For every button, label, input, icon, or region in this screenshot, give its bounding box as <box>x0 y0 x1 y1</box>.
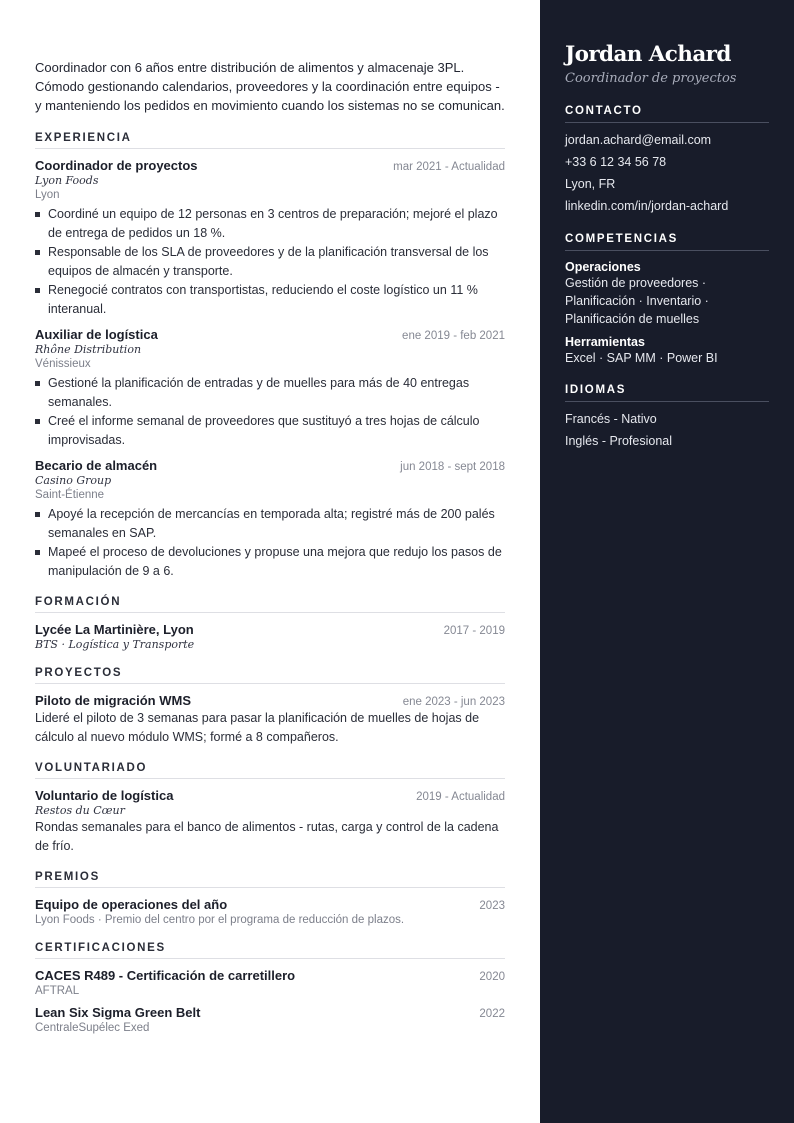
education-entry <box>35 622 505 651</box>
company: Rhône Distribution <box>35 343 142 356</box>
skill-group <box>565 335 769 367</box>
job-title: Becario de almacén <box>35 458 158 473</box>
skill-group-title: Herramientas <box>565 335 645 349</box>
experience-section <box>35 132 505 580</box>
certification-name: Lean Six Sigma Green Belt <box>35 1005 201 1020</box>
skill-group-items: Gestión de proveedores · Planificación · Inventario · Planificación de muelles <box>565 276 709 326</box>
bullet-list <box>35 505 505 580</box>
award-description: Lyon Foods · Premio del centro por el programa de reducción de plazos. <box>35 914 405 926</box>
bullet-marker <box>35 381 40 386</box>
bullet-marker <box>35 419 40 424</box>
awards-section <box>35 871 505 926</box>
volunteer-section <box>35 762 505 855</box>
projects-section <box>35 667 505 746</box>
bullet-item: Apoyé la recepción de mercancías en temporada alta; registré más de 200 palés semanales en SAP. <box>35 505 505 542</box>
bullet-marker <box>35 212 40 217</box>
section-title-certifications: CERTIFICACIONES <box>35 942 505 959</box>
job-dates: mar 2021 - Actualidad <box>393 161 505 173</box>
section-title-education: FORMACIÓN <box>35 596 505 613</box>
bullet-list <box>35 374 505 449</box>
certification-name: CACES R489 - Certificación de carretillero <box>35 968 296 983</box>
section-title-languages: IDIOMAS <box>565 384 769 402</box>
candidate-name: Jordan Achard <box>565 42 731 67</box>
section-title-awards: PREMIOS <box>35 871 505 888</box>
contact-email[interactable]: jordan.achard@email.com <box>565 133 712 147</box>
job-title: Auxiliar de logística <box>35 327 158 342</box>
bullet-marker <box>35 512 40 517</box>
skill-group-items: Excel · SAP MM · Power BI <box>565 351 718 365</box>
volunteer-description: Rondas semanales para el banco de alimentos - rutas, carga y control de la cadena de frío. <box>35 820 499 853</box>
award-year: 2023 <box>479 900 505 912</box>
job-location: Saint-Étienne <box>35 489 105 501</box>
project-description: Lideré el piloto de 3 semanas para pasar la planificación de muelles de hojas de cálculo al nuevo módulo WMS; formé a 8 compañeros. <box>35 711 480 744</box>
bullet-item: Responsable de los SLA de proveedores y de la planificación transversal de los equipos de almacén y transporte. <box>35 243 505 280</box>
certification-year: 2020 <box>479 971 505 983</box>
languages-section <box>565 384 769 452</box>
candidate-role: Coordinador de proyectos <box>565 71 737 86</box>
bullet-item: Coordiné un equipo de 12 personas en 3 centros de preparación; mejoré el plazo de entrega de pedidos un 18 %. <box>35 205 505 242</box>
section-title-volunteer: VOLUNTARIADO <box>35 762 505 779</box>
skills-section <box>565 233 769 367</box>
project-entry <box>35 693 505 746</box>
certifications-section <box>35 942 505 1034</box>
bullet-item: Renegocié contratos con transportistas, reduciendo el coste logístico un 11 % interanual. <box>35 281 505 318</box>
award-entry <box>35 897 505 926</box>
job-title: Coordinador de proyectos <box>35 158 198 173</box>
bullet-item: Creé el informe semanal de proveedores que sustituyó a tres hojas de cálculo improvisadas. <box>35 412 505 449</box>
education-dates: 2017 - 2019 <box>443 625 505 637</box>
project-dates: ene 2023 - jun 2023 <box>402 696 505 708</box>
language-item: Inglés - Profesional <box>565 434 673 448</box>
school-name: Lycée La Martinière, Lyon <box>35 622 194 637</box>
bullet-item: Mapeé el proceso de devoluciones y propuse una mejora que redujo los pasos de manipulación de 9 a 6. <box>35 543 505 580</box>
experience-entry <box>35 458 505 580</box>
company: Lyon Foods <box>35 174 99 187</box>
certification-issuer: AFTRAL <box>35 985 80 997</box>
experience-entry <box>35 158 505 318</box>
certification-year: 2022 <box>479 1008 505 1020</box>
volunteer-org: Restos du Cœur <box>35 804 125 817</box>
volunteer-role: Voluntario de logística <box>35 788 174 803</box>
education-section <box>35 596 505 651</box>
bullet-item: Gestioné la planificación de entradas y de muelles para más de 40 entregas semanales. <box>35 374 505 411</box>
job-dates: jun 2018 - sept 2018 <box>400 461 505 473</box>
contact-phone[interactable]: +33 6 12 34 56 78 <box>565 155 667 169</box>
section-title-projects: PROYECTOS <box>35 667 505 684</box>
skill-group <box>565 260 769 328</box>
volunteer-dates: 2019 - Actualidad <box>416 791 505 803</box>
volunteer-entry <box>35 788 505 855</box>
award-name: Equipo de operaciones del año <box>35 897 228 912</box>
company: Casino Group <box>35 474 112 487</box>
project-name: Piloto de migración WMS <box>35 693 192 708</box>
contact-linkedin[interactable]: linkedin.com/in/jordan-achard <box>565 199 729 213</box>
experience-entry <box>35 327 505 449</box>
language-item: Francés - Nativo <box>565 412 657 426</box>
bullet-marker <box>35 550 40 555</box>
section-title-contact: CONTACTO <box>565 105 769 123</box>
sidebar <box>540 0 794 1123</box>
bullet-list <box>35 205 505 318</box>
section-title-experience: EXPERIENCIA <box>35 132 505 149</box>
contact-section <box>565 105 769 217</box>
bullet-marker <box>35 250 40 255</box>
summary: Coordinador con 6 años entre distribución de alimentos y almacenaje 3PL. Cómodo gestionando calendarios, proveedores y la coordinación entre equipos - y manteniendo los pedidos en movimiento cuando los sistemas no se comunican. <box>35 60 505 113</box>
degree: BTS · Logística y Transporte <box>35 638 195 651</box>
contact-location: Lyon, FR <box>565 177 616 191</box>
bullet-marker <box>35 288 40 293</box>
job-location: Vénissieux <box>35 358 91 370</box>
job-location: Lyon <box>35 189 60 201</box>
certification-entry <box>35 1005 505 1034</box>
section-title-skills: COMPETENCIAS <box>565 233 769 251</box>
job-dates: ene 2019 - feb 2021 <box>402 330 505 342</box>
certification-issuer: CentraleSupélec Exed <box>35 1022 150 1034</box>
certification-entry <box>35 968 505 997</box>
skill-group-title: Operaciones <box>565 260 641 274</box>
